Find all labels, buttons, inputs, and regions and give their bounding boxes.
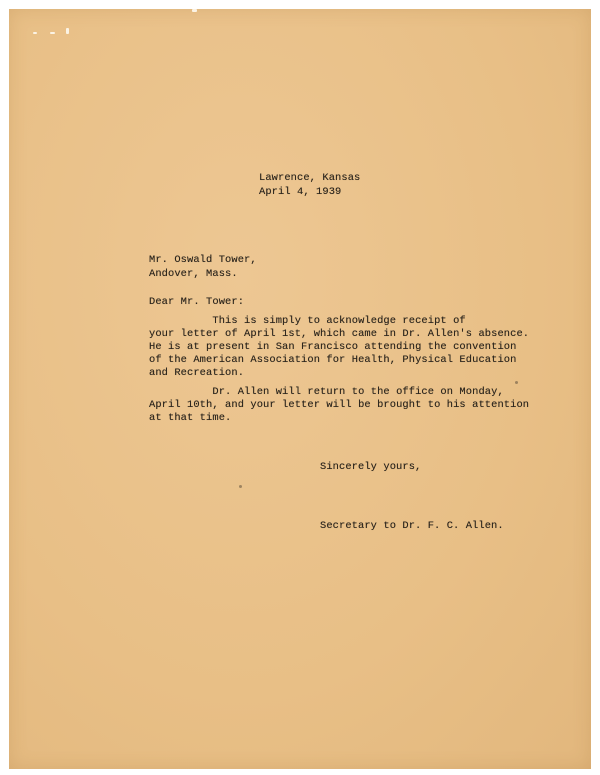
letter-page (9, 9, 591, 769)
paper-blemish (239, 485, 242, 488)
paper-speck (66, 28, 69, 34)
recipient-name: Mr. Oswald Tower, (149, 254, 257, 266)
paragraph-line: Dr. Allen will return to the office on Monday, (149, 386, 504, 398)
paragraph-line: This is simply to acknowledge receipt of (149, 315, 466, 327)
recipient-address: Andover, Mass. (149, 268, 238, 280)
paragraph-line: of the American Association for Health, Physical Education (149, 354, 517, 366)
paper-blemish (515, 381, 518, 384)
paper-speck (192, 9, 197, 12)
paper-speck (50, 32, 55, 34)
paragraph-line: at that time. (149, 412, 232, 424)
paragraph-line: your letter of April 1st, which came in Dr. Allen's absence. (149, 328, 530, 340)
paper-speck (33, 32, 37, 34)
paragraph-line: He is at present in San Francisco attending the convention (149, 341, 517, 353)
paragraph-line: and Recreation. (149, 367, 245, 379)
letter-date: April 4, 1939 (259, 186, 342, 198)
paragraph-line: April 10th, and your letter will be brought to his attention (149, 399, 530, 411)
signature-line: Secretary to Dr. F. C. Allen. (320, 520, 504, 532)
closing: Sincerely yours, (320, 461, 422, 473)
salutation: Dear Mr. Tower: (149, 296, 245, 308)
letter-place: Lawrence, Kansas (259, 172, 361, 184)
